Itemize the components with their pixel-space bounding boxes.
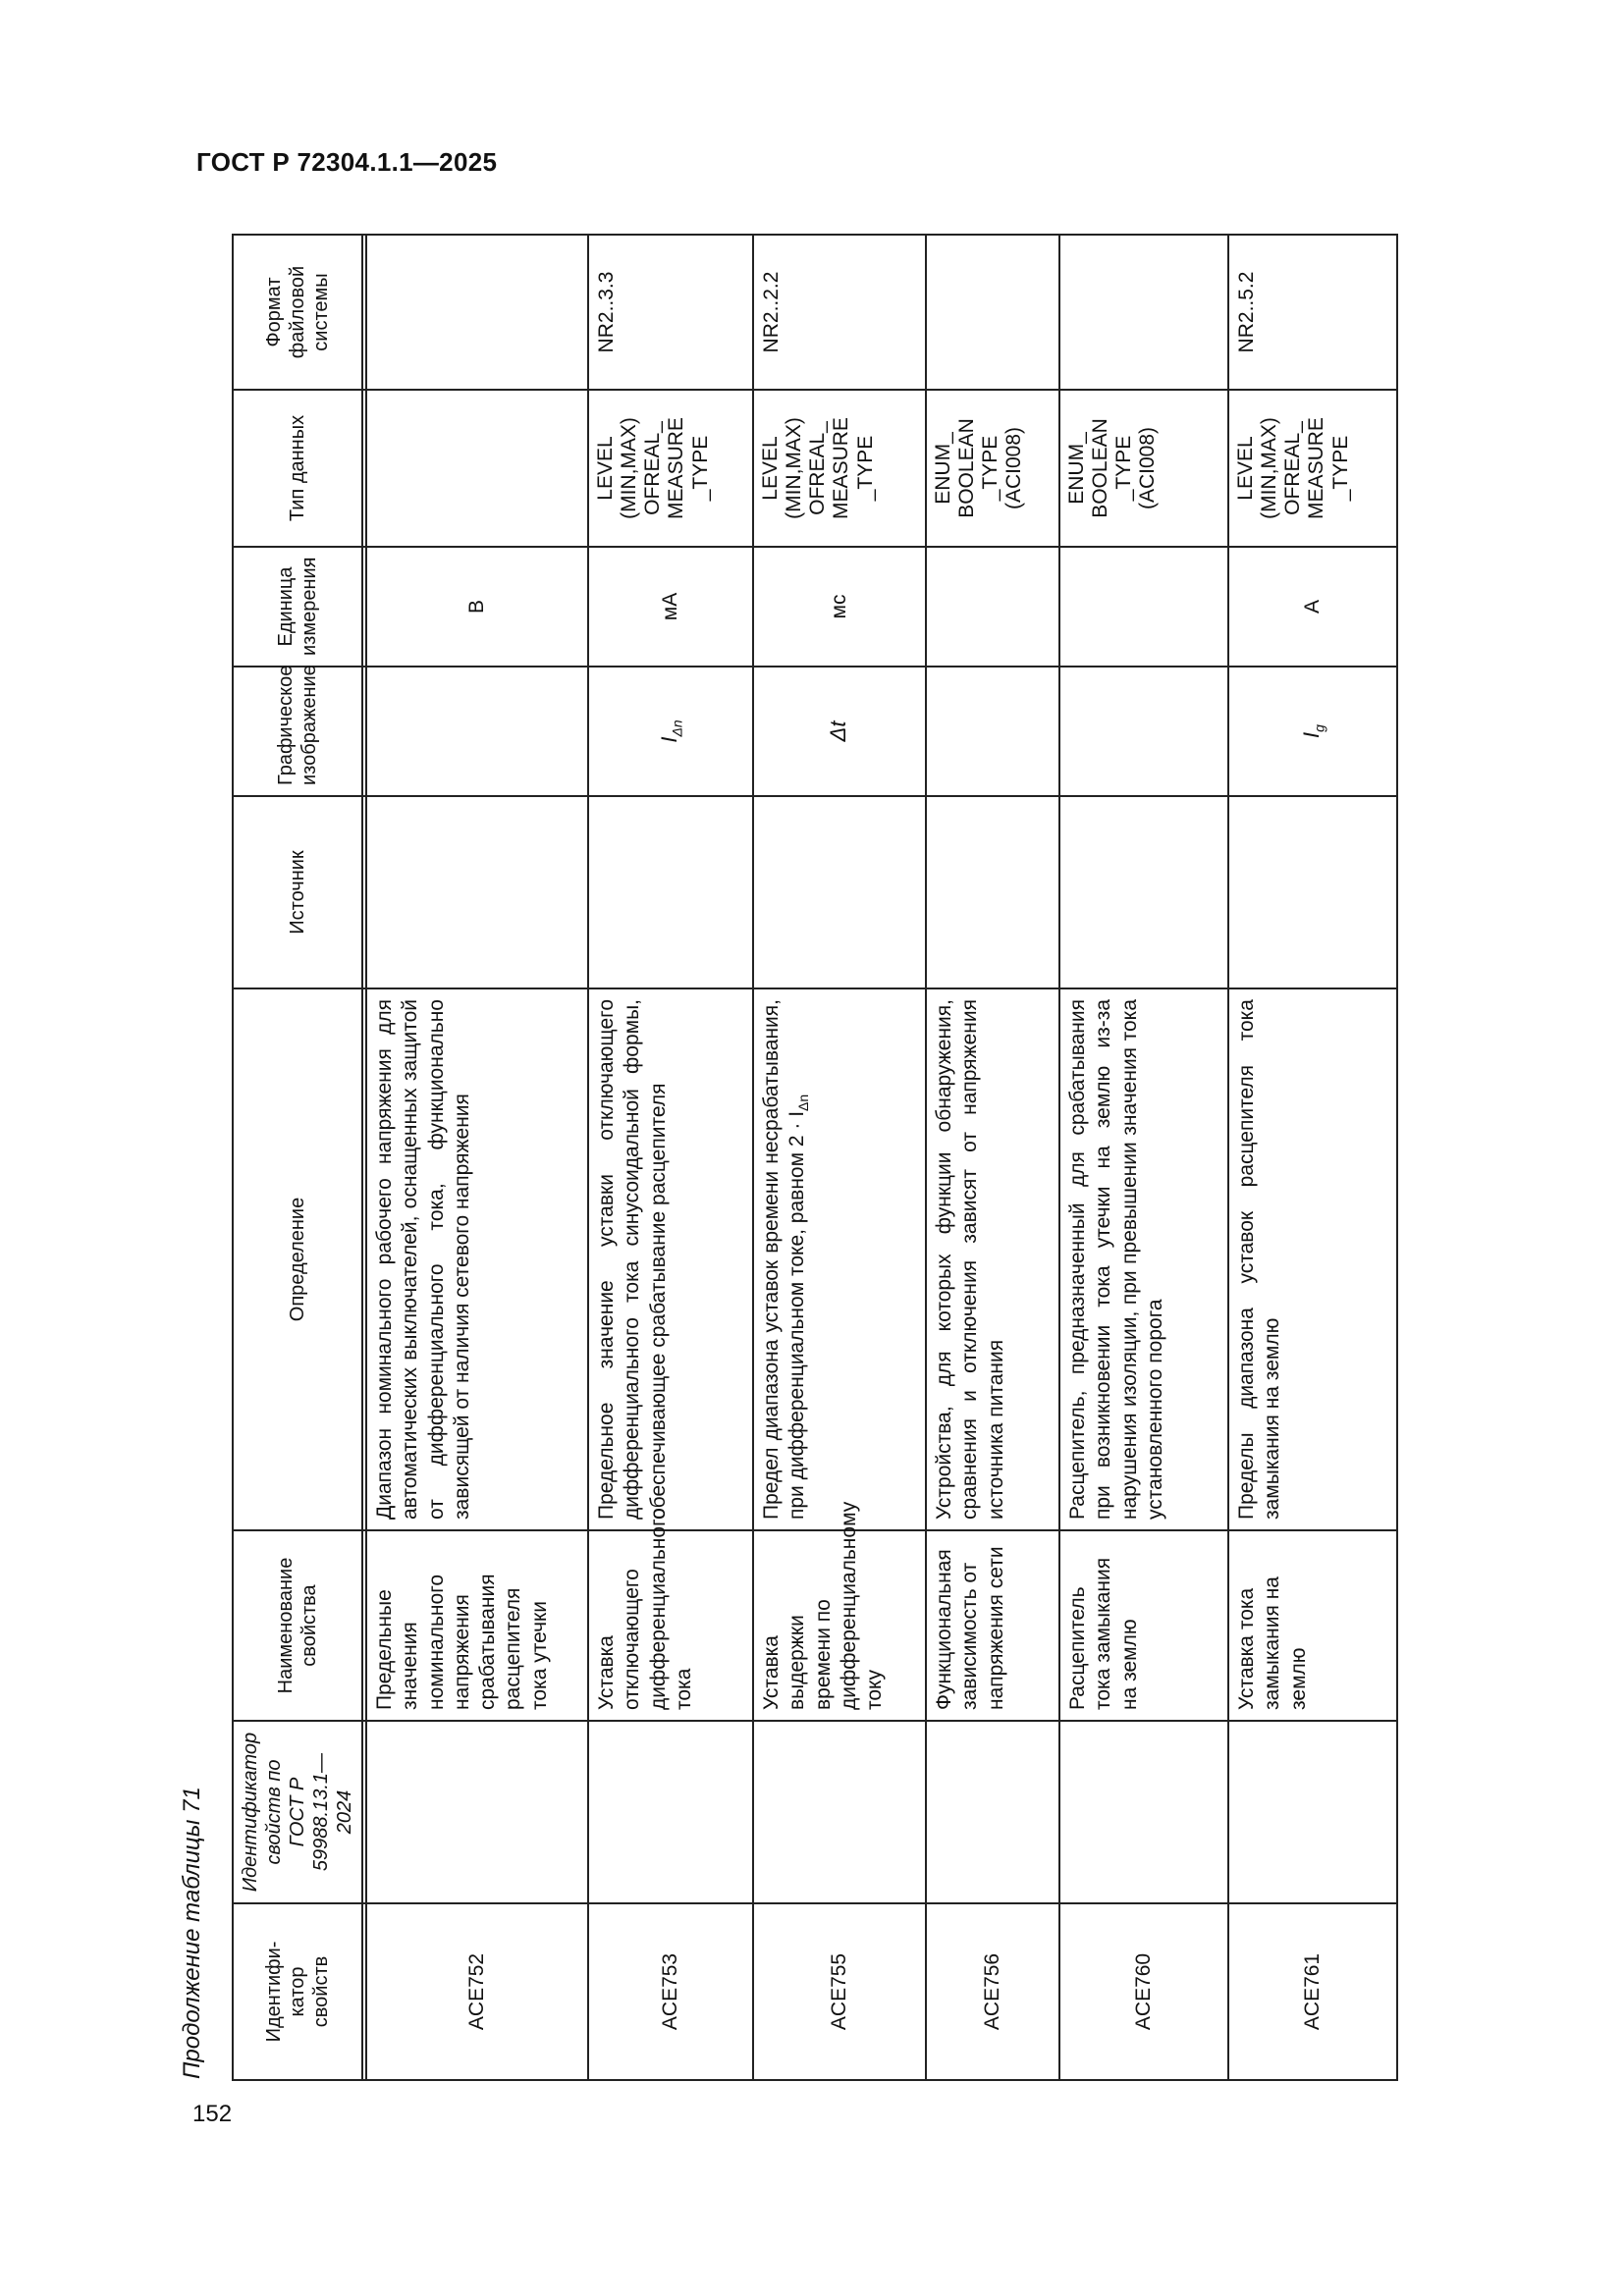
cell-data-type: ENUM_ BOOLEAN _TYPE (ACI008): [1059, 390, 1228, 547]
cell-file-format: NR2..5.2: [1228, 235, 1397, 390]
cell-data-type: LEVEL (MIN,MAX) OFREAL_ MEASURE _TYPE: [1228, 390, 1397, 547]
cell-symbol: [926, 667, 1059, 796]
cell-property-name: Уставка выдержки времени по дифференциальному току: [753, 1530, 926, 1721]
cell-property-name: Функциональная зависимость от напряжения сети: [926, 1530, 1059, 1721]
definition-text: Предел диапазона уставок времени несрабатывания, при дифференциальном токе, равном 2 · I: [760, 999, 809, 1520]
cell-property-id: ACE755: [753, 1903, 926, 2080]
cell-property-id: ACE752: [366, 1903, 588, 2080]
document-code: ГОСТ Р 72304.1.1—2025: [196, 147, 498, 177]
symbol-main: Δt: [825, 721, 850, 742]
cell-file-format: [1059, 235, 1228, 390]
cell-definition: Диапазон номинального рабочего напряжения для автоматических выключателей, оснащенных защитой от дифференциального тока, функционально зависящей от наличия сетевого напряжения: [366, 988, 588, 1530]
table-caption: Продолжение таблицы 71: [179, 1787, 205, 2079]
table-row: [753, 235, 926, 2080]
cell-symbol: [588, 667, 753, 796]
header-gost-id: Идентификатор свойств по ГОСТ Р 59988.13.1—2024: [233, 1721, 362, 1903]
cell-definition: Устройства, для которых функции обнаружения, сравнения и отключения зависят от напряжения источника питания: [926, 988, 1059, 1530]
cell-file-format: [926, 235, 1059, 390]
cell-source: [1228, 796, 1397, 988]
symbol-sub: g: [1310, 724, 1326, 732]
table-row: [1059, 235, 1228, 2080]
cell-gost-id: [1228, 1721, 1397, 1903]
cell-unit: мА: [588, 547, 753, 667]
cell-file-format: [366, 235, 588, 390]
cell-property-id: ACE756: [926, 1903, 1059, 2080]
cell-property-id: ACE753: [588, 1903, 753, 2080]
cell-source: [366, 796, 588, 988]
cell-symbol: [366, 667, 588, 796]
cell-definition: Пределы диапазона уставок расцепителя тока замыкания на землю: [1228, 988, 1397, 1530]
cell-gost-id: [753, 1721, 926, 1903]
cell-gost-id: [926, 1721, 1059, 1903]
table-row: [1228, 235, 1397, 2080]
header-property-id: Идентифи- катор свойств: [233, 1903, 362, 2080]
table-row: [366, 235, 588, 2080]
cell-symbol: [1059, 667, 1228, 796]
cell-property-name: Уставка отключающего дифференциального тока: [588, 1530, 753, 1721]
cell-symbol: [1228, 667, 1397, 796]
cell-unit: А: [1228, 547, 1397, 667]
cell-gost-id: [1059, 1721, 1228, 1903]
properties-table: [232, 234, 1398, 2081]
header-file-format: Формат файловой системы: [233, 235, 362, 390]
cell-property-name: Предельные значения номинального напряжения срабатывания расцепителя тока утечки: [366, 1530, 588, 1721]
cell-definition: [753, 988, 926, 1530]
cell-property-name: Уставка тока замыкания на землю: [1228, 1530, 1397, 1721]
header-symbol: Графическое изображение: [233, 667, 362, 796]
header-definition: Определение: [233, 988, 362, 1530]
cell-property-name: Расцепитель тока замыкания на землю: [1059, 1530, 1228, 1721]
cell-source: [588, 796, 753, 988]
cell-unit: [1059, 547, 1228, 667]
symbol-main: I: [1298, 731, 1324, 738]
cell-definition: Расцепитель, предназначенный для срабатывания при возникновении тока утечки на землю из-за нарушения изоляции, при превышении значения тока установленного порога: [1059, 988, 1228, 1530]
cell-data-type: [366, 390, 588, 547]
cell-symbol: [753, 667, 926, 796]
cell-property-id: ACE761: [1228, 1903, 1397, 2080]
cell-unit: мс: [753, 547, 926, 667]
cell-unit: [926, 547, 1059, 667]
cell-gost-id: [366, 1721, 588, 1903]
cell-source: [1059, 796, 1228, 988]
cell-unit: В: [366, 547, 588, 667]
header-unit: Единица измерения: [233, 547, 362, 667]
header-data-type: Тип данных: [233, 390, 362, 547]
definition-sub: Δn: [795, 1094, 812, 1111]
cell-definition: Предельное значение уставки отключающего дифференциального тока синусоидальной формы, обеспечивающее срабатывание расцепителя: [588, 988, 753, 1530]
cell-source: [926, 796, 1059, 988]
header-source: Источник: [233, 796, 362, 988]
header-property-name: Наименование свойства: [233, 1530, 362, 1721]
page-number: 152: [192, 2101, 233, 2127]
symbol-sub: Δn: [668, 720, 684, 737]
symbol-main: I: [656, 736, 681, 743]
table-row: [588, 235, 753, 2080]
cell-data-type: LEVEL (MIN,MAX) OFREAL_ MEASURE _TYPE: [753, 390, 926, 547]
cell-file-format: NR2..2.2: [753, 235, 926, 390]
cell-data-type: ENUM_ BOOLEAN _TYPE (ACI008): [926, 390, 1059, 547]
table-row: [926, 235, 1059, 2080]
cell-file-format: NR2..3.3: [588, 235, 753, 390]
table-header-row: [233, 235, 362, 2080]
rotated-table-wrapper: [232, 236, 1398, 2081]
cell-property-id: ACE760: [1059, 1903, 1228, 2080]
cell-data-type: LEVEL (MIN,MAX) OFREAL_ MEASURE _TYPE: [588, 390, 753, 547]
cell-gost-id: [588, 1721, 753, 1903]
cell-source: [753, 796, 926, 988]
